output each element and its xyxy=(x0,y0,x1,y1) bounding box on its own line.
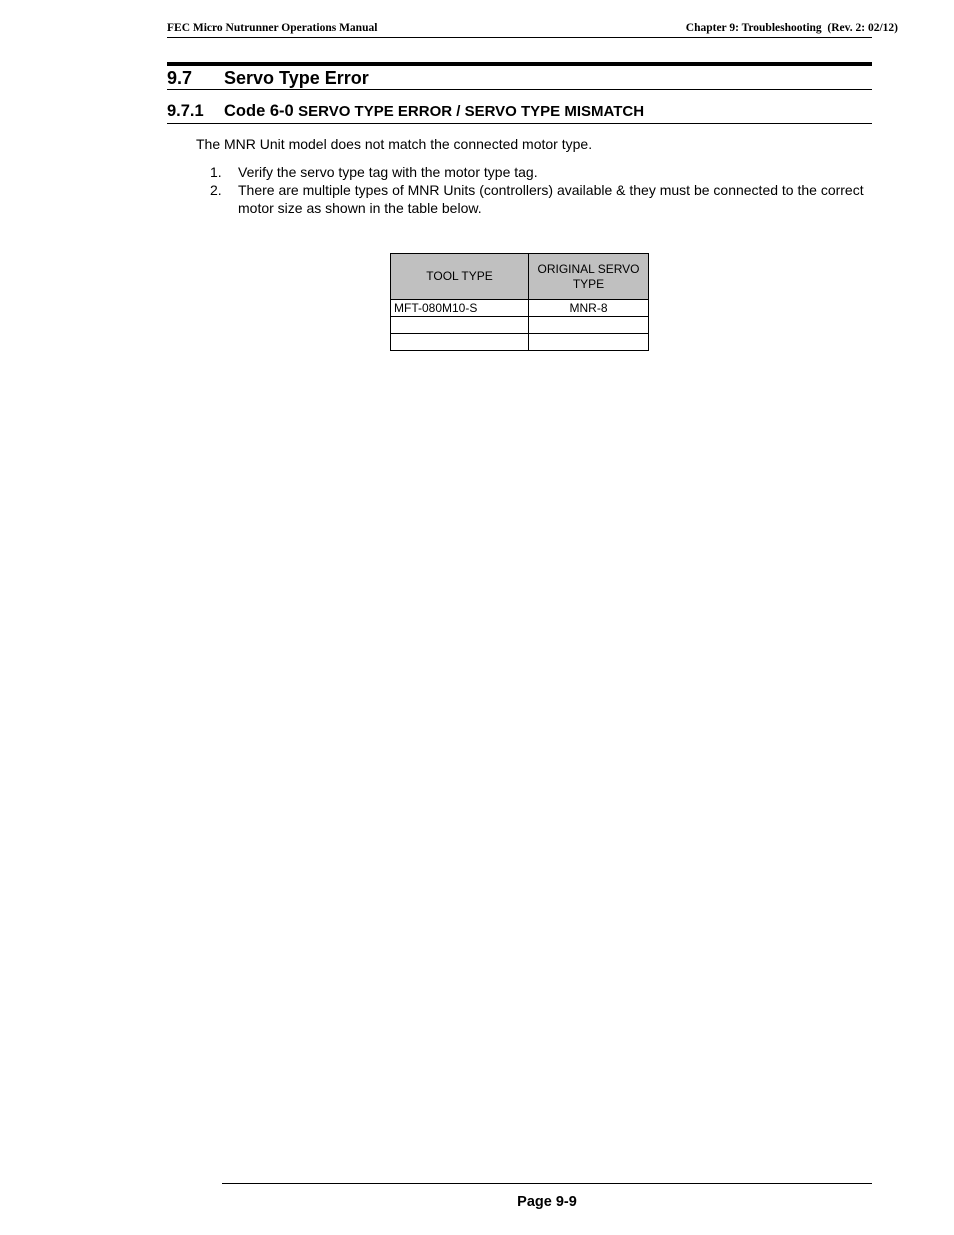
page-header xyxy=(167,22,898,38)
subsection-title-group xyxy=(224,102,644,121)
subsection-heading xyxy=(167,102,872,124)
table-row xyxy=(391,334,649,351)
step-number: 2. xyxy=(210,182,222,198)
table-cell: MFT-080M10-S xyxy=(391,300,529,317)
section-heading xyxy=(167,68,872,90)
table-cell xyxy=(391,317,529,334)
section-title: Servo Type Error xyxy=(224,68,369,88)
table-row xyxy=(391,317,649,334)
table-cell: MNR-8 xyxy=(529,300,649,317)
list-item xyxy=(210,181,870,217)
section-number: 9.7 xyxy=(167,68,193,88)
error-description: SERVO TYPE ERROR / SERVO TYPE MISMATCH xyxy=(298,103,645,120)
page-number: Page 9-9 xyxy=(517,1194,577,1210)
subsection-number: 9.7.1 xyxy=(167,102,204,120)
error-code: Code 6-0 xyxy=(224,102,294,120)
manual-title: FEC Micro Nutrunner Operations Manual xyxy=(167,22,378,34)
header-divider xyxy=(167,37,872,38)
table-cell xyxy=(391,334,529,351)
chapter-info: Chapter 9: Troubleshooting (Rev. 2: 02/12) xyxy=(685,22,898,34)
intro-paragraph: The MNR Unit model does not match the connected motor type. xyxy=(196,136,593,152)
section-divider xyxy=(167,62,872,66)
servo-type-table xyxy=(390,253,649,351)
table-row xyxy=(391,300,649,317)
column-header-tool-type: TOOL TYPE xyxy=(391,254,529,300)
table-cell xyxy=(529,317,649,334)
table-header-row xyxy=(391,254,649,300)
step-text: Verify the servo type tag with the motor type tag. xyxy=(238,164,538,180)
list-item xyxy=(210,163,870,181)
step-number: 1. xyxy=(210,164,222,180)
footer-divider xyxy=(222,1183,872,1184)
step-text: There are multiple types of MNR Units (controllers) available & they must be connected to the correct motor size as shown in the table below. xyxy=(238,182,864,216)
table-cell xyxy=(529,334,649,351)
column-header-servo-type: ORIGINAL SERVO TYPE xyxy=(529,254,649,300)
steps-list xyxy=(210,163,870,217)
